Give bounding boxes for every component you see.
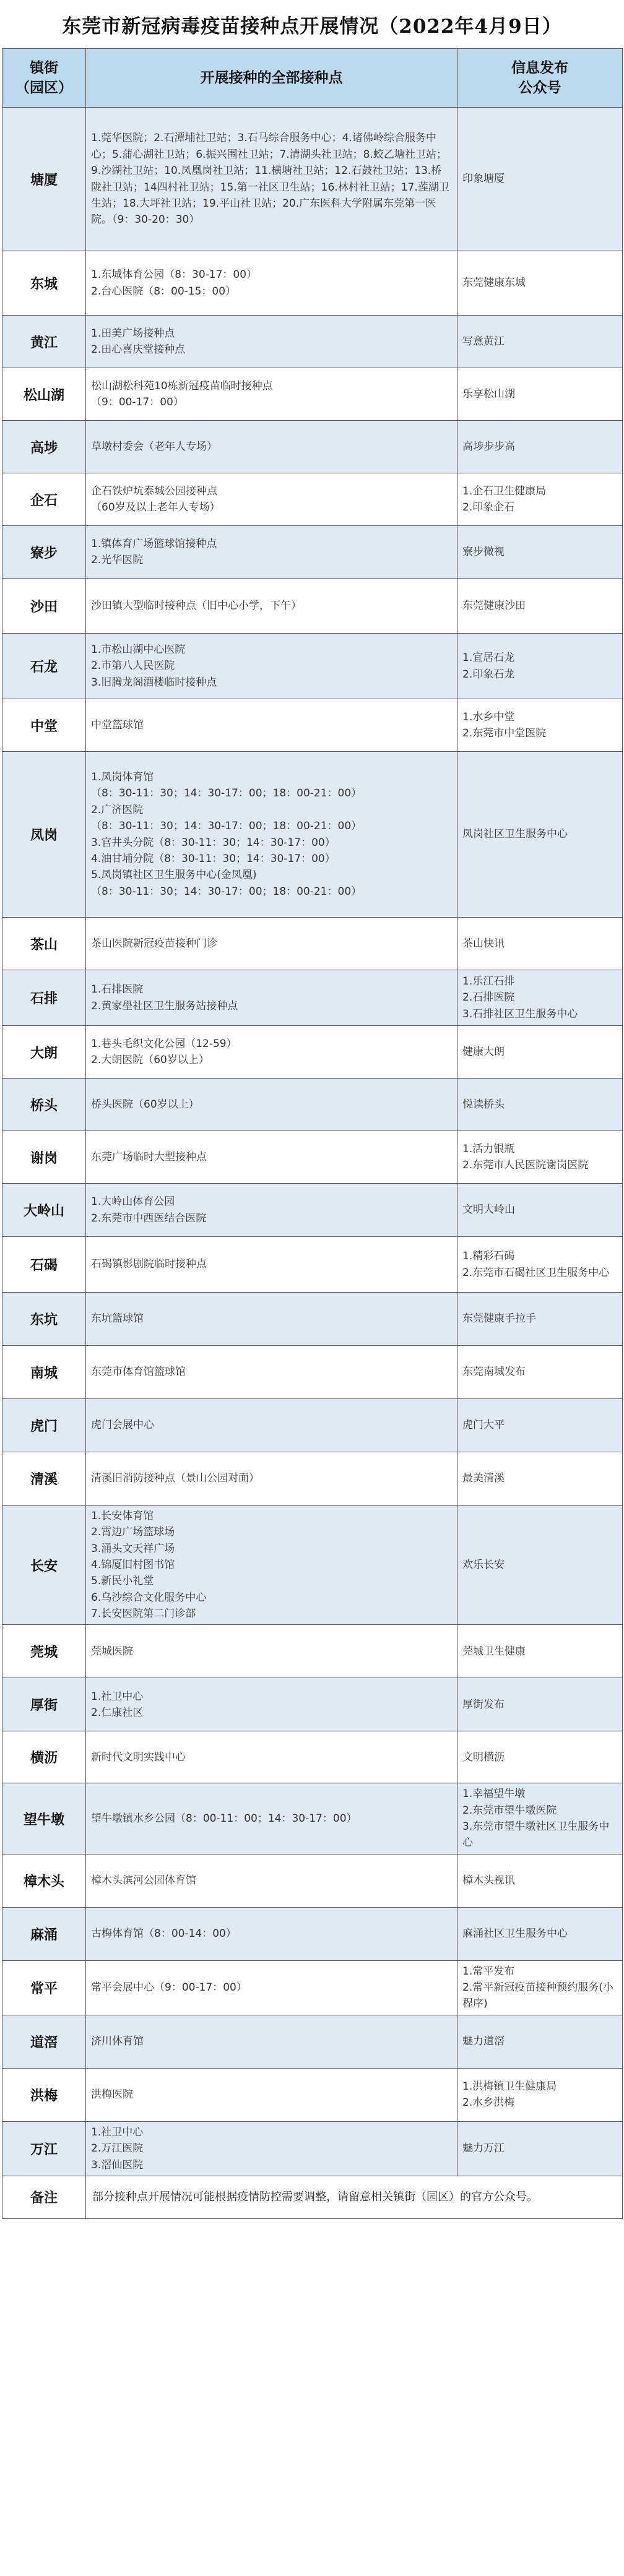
sites-cell (86, 634, 457, 699)
sites-text: 企石铁炉坑泰城公园接种点 （60岁及以上老年人专场） (91, 485, 220, 514)
accounts-text: 东莞健康东城 (462, 277, 526, 290)
sites-text: 1.长安体育馆 2.霄边广场篮球场 3.涌头文天祥广场 4.锦厦旧村图书馆 5.新民小礼堂 6.乌沙综合文化服务中心 7.长安医院第二门诊部 (91, 1510, 207, 1621)
town-cell: 麻涌 (2, 1907, 86, 1960)
sites-cell (86, 1131, 457, 1184)
town-cell: 黄江 (2, 316, 86, 368)
sites-cell (86, 1854, 457, 1907)
town-cell: 松山湖 (2, 368, 86, 421)
accounts-cell (457, 579, 623, 634)
table-row (2, 1960, 623, 2015)
note-text: 部分接种点开展情况可能根据疫情防控需要调整，请留意相关镇街（园区）的官方公众号。 (86, 2176, 623, 2218)
town-cell: 企石 (2, 473, 86, 526)
accounts-text: 乐享松山湖 (462, 387, 515, 400)
table-row (2, 421, 623, 473)
sites-cell (86, 368, 457, 421)
header-sites-label: 开展接种的全部接种点 (200, 69, 343, 86)
sites-text: 石碣镇影剧院临时接种点 (91, 1258, 207, 1271)
vaccination-sites-table (2, 48, 623, 2219)
sites-cell (86, 1026, 457, 1079)
table-row (2, 1026, 623, 1079)
accounts-cell (457, 1237, 623, 1293)
table-row (2, 368, 623, 421)
table-row (2, 1506, 623, 1625)
sites-text: 1.社卫中心 2.万江医院 3.滘仙医院 (91, 2126, 144, 2171)
accounts-cell (457, 970, 623, 1026)
table-row (2, 1854, 623, 1907)
town-cell: 中堂 (2, 699, 86, 752)
sites-cell (86, 2121, 457, 2176)
sites-cell (86, 1346, 457, 1399)
sites-text: 桥头医院（60岁以上） (91, 1098, 199, 1111)
town-cell: 道滘 (2, 2015, 86, 2068)
table-row (2, 473, 623, 526)
accounts-text: 1.宜居石龙 2.印象石龙 (462, 652, 515, 681)
sites-text: 莞城医院 (91, 1645, 133, 1658)
accounts-text: 悦读桥头 (462, 1098, 505, 1111)
sites-cell (86, 251, 457, 316)
table-row (2, 634, 623, 699)
accounts-text: 东莞健康沙田 (462, 599, 526, 612)
sites-text: 松山湖松科苑10栋新冠疫苗临时接种点 （9：00-17：00） (91, 379, 273, 408)
sites-cell (86, 1506, 457, 1625)
town-cell: 高埗 (2, 421, 86, 473)
table-row (2, 1293, 623, 1346)
sites-text: 东坑篮球馆 (91, 1312, 144, 1325)
sites-text: 虎门会展中心 (91, 1419, 154, 1432)
sites-text: 中堂篮球馆 (91, 718, 144, 731)
sites-text: 1.东城体育公园（8：30-17：00） 2.台心医院（8：00-15：00） (91, 269, 258, 298)
accounts-cell (457, 316, 623, 368)
accounts-text: 印象塘厦 (462, 173, 505, 186)
accounts-cell (457, 1854, 623, 1907)
town-cell: 凤岗 (2, 752, 86, 918)
town-cell: 虎门 (2, 1399, 86, 1452)
accounts-text: 1.幸福望牛墩 2.东莞市望牛墩医院 3.东莞市望牛墩社区卫生服务中心 (462, 1788, 610, 1850)
sites-cell (86, 752, 457, 918)
accounts-cell (457, 1731, 623, 1783)
sites-cell (86, 1237, 457, 1293)
note-label: 备注 (2, 2176, 86, 2218)
town-cell: 东坑 (2, 1293, 86, 1346)
accounts-text: 茶山快讯 (462, 937, 505, 950)
sites-cell (86, 473, 457, 526)
town-cell: 大朗 (2, 1026, 86, 1079)
table-row (2, 1625, 623, 1678)
accounts-text: 健康大朗 (462, 1045, 505, 1058)
town-cell: 厚街 (2, 1678, 86, 1731)
accounts-text: 1.乐江石排 2.石排医院 3.石排社区卫生服务中心 (462, 975, 578, 1020)
town-cell: 石排 (2, 970, 86, 1026)
accounts-cell (457, 108, 623, 251)
table-body (2, 108, 623, 2176)
sites-cell (86, 316, 457, 368)
table-row (2, 526, 623, 579)
accounts-text: 1.常平发布 2.常平新冠疫苗接种预约服务(小程序) (462, 1965, 613, 2010)
sites-cell (86, 1184, 457, 1237)
sites-text: 草墩村委会（老年人专场） (91, 440, 217, 453)
sites-cell (86, 1625, 457, 1678)
header-accounts-label: 信息发布 公众号 (511, 59, 568, 96)
table-row (2, 1131, 623, 1184)
note-row (2, 2176, 623, 2218)
town-cell: 莞城 (2, 1625, 86, 1678)
accounts-cell (457, 1783, 623, 1854)
sites-text: 1.市松山湖中心医院 2.市第八人民医院 3.旧腾龙阁酒楼临时接种点 (91, 643, 217, 689)
sites-cell (86, 1783, 457, 1854)
sites-text: 清溪旧消防接种点（景山公园对面） (91, 1472, 259, 1485)
sites-cell (86, 1960, 457, 2015)
accounts-text: 魅力万江 (462, 2142, 505, 2155)
town-cell: 寮步 (2, 526, 86, 579)
accounts-text: 樟木头视讯 (462, 1874, 515, 1887)
accounts-cell (457, 1026, 623, 1079)
table-row (2, 579, 623, 634)
sites-text: 常平会展中心（9：00-17：00） (91, 1981, 247, 1994)
table-row (2, 1184, 623, 1237)
accounts-text: 麻涌社区卫生服务中心 (462, 1928, 568, 1941)
accounts-text: 文明大岭山 (462, 1204, 515, 1217)
accounts-cell (457, 1293, 623, 1346)
town-cell: 望牛墩 (2, 1783, 86, 1854)
town-cell: 长安 (2, 1506, 86, 1625)
sites-text: 1.凤岗体育馆 （8：30-11：30；14：30-17：00；18：00-21：00） 2.广济医院 （8：30-11：30；14：30-17：00；18：00-21：00） 3.官井头分院（8：30-11：30；14：30-17：00） 4.油甘埔分院（8：30-11：30；14：30-17：00） 5.凤岗镇社区卫生服务中心(金凤凰) （8：30-11：30；14：30-17：00；18：00-21：00） (91, 771, 362, 898)
accounts-cell (457, 1452, 623, 1506)
accounts-cell (457, 1907, 623, 1960)
sites-cell (86, 1293, 457, 1346)
table-row (2, 1907, 623, 1960)
sites-text: 1.大岭山体育公园 2.东莞市中西医结合医院 (91, 1195, 207, 1225)
sites-text: 洪梅医院 (91, 2088, 133, 2101)
table-row (2, 1237, 623, 1293)
accounts-cell (457, 251, 623, 316)
accounts-text: 东莞南城发布 (462, 1366, 526, 1379)
town-cell: 大岭山 (2, 1184, 86, 1237)
accounts-cell (457, 634, 623, 699)
table-row (2, 1346, 623, 1399)
accounts-cell (457, 1346, 623, 1399)
sites-cell (86, 108, 457, 251)
accounts-text: 高埗步步高 (462, 440, 515, 453)
table-row (2, 1783, 623, 1854)
table-row (2, 1079, 623, 1131)
sites-cell (86, 1678, 457, 1731)
sites-cell (86, 918, 457, 970)
table-row (2, 2121, 623, 2176)
town-cell: 东城 (2, 251, 86, 316)
header-town-label: 镇街 （园区） (15, 59, 72, 96)
sites-cell (86, 579, 457, 634)
table-row (2, 1452, 623, 1506)
town-cell: 桥头 (2, 1079, 86, 1131)
sites-text: 1.石排医院 2.黄家壆社区卫生服务站接种点 (91, 983, 238, 1012)
accounts-cell (457, 473, 623, 526)
header-sites (86, 49, 457, 108)
table-row (2, 316, 623, 368)
accounts-text: 厚街发布 (462, 1698, 505, 1711)
table-row (2, 970, 623, 1026)
table-row (2, 1731, 623, 1783)
accounts-cell (457, 1079, 623, 1131)
accounts-text: 1.水乡中堂 2.东莞市中堂医院 (462, 710, 547, 739)
sites-text: 1.莞华医院；2.石潭埔社卫站；3.石马综合服务中心；4.诸佛岭综合服务中心；5.蒲心湖社卫站；6.振兴围社卫站；7.清湖头社卫站；8.蛟乙塘社卫站；9.沙湖社卫站；10.凤凰岗社卫站；11.横塘社卫站；12.石鼓社卫站；13.桥陇社卫站；14四村社卫站；15.第一社区卫生站；16.林村社卫站；17.莲湖卫生站；18.大坪社卫站；19.平山社卫站；20.广东医科大学附属东莞第一医院。（9：30-20：30） (91, 132, 449, 226)
header-accounts (457, 49, 623, 108)
town-cell: 沙田 (2, 579, 86, 634)
accounts-text: 1.洪梅镇卫生健康局 2.水乡洪梅 (462, 2080, 557, 2109)
accounts-cell (457, 1184, 623, 1237)
accounts-text: 寮步微视 (462, 545, 505, 558)
accounts-text: 东莞健康手拉手 (462, 1312, 536, 1325)
accounts-text: 虎门大平 (462, 1419, 505, 1432)
sites-cell (86, 1731, 457, 1783)
sites-text: 1.镇体育广场篮球馆接种点 2.光华医院 (91, 537, 217, 566)
accounts-cell (457, 1399, 623, 1452)
accounts-text: 欢乐长安 (462, 1559, 505, 1572)
table-header-row (2, 49, 623, 108)
accounts-text: 1.精彩石碣 2.东莞市石碣社区卫生服务中心 (462, 1250, 610, 1279)
accounts-text: 魅力道滘 (462, 2035, 505, 2048)
accounts-cell (457, 526, 623, 579)
table-row (2, 2068, 623, 2121)
sites-text: 古梅体育馆（8：00-14：00） (91, 1928, 236, 1941)
accounts-cell (457, 1678, 623, 1731)
table-row (2, 918, 623, 970)
accounts-text: 莞城卫生健康 (462, 1645, 526, 1658)
accounts-cell (457, 368, 623, 421)
table-row (2, 699, 623, 752)
table-row (2, 1678, 623, 1731)
town-cell: 横沥 (2, 1731, 86, 1783)
town-cell: 清溪 (2, 1452, 86, 1506)
sites-cell (86, 2015, 457, 2068)
sites-text: 新时代文明实践中心 (91, 1751, 186, 1764)
accounts-text: 1.活力银瓶 2.东莞市人民医院谢岗医院 (462, 1142, 589, 1171)
town-cell: 塘厦 (2, 108, 86, 251)
sites-text: 樟木头滨河公园体育馆 (91, 1874, 196, 1887)
table-row (2, 1399, 623, 1452)
accounts-text: 写意黄江 (462, 335, 505, 348)
town-cell: 万江 (2, 2121, 86, 2176)
table-row (2, 108, 623, 251)
accounts-cell (457, 918, 623, 970)
accounts-cell (457, 752, 623, 918)
accounts-cell (457, 421, 623, 473)
sites-text: 1.田美广场接种点 2.田心喜庆堂接种点 (91, 327, 186, 356)
accounts-cell (457, 2068, 623, 2121)
sites-cell (86, 699, 457, 752)
sites-text: 济川体育馆 (91, 2035, 144, 2048)
accounts-cell (457, 699, 623, 752)
accounts-text: 文明横沥 (462, 1751, 505, 1764)
accounts-text: 1.企石卫生健康局 2.印象企石 (462, 485, 547, 514)
town-cell: 樟木头 (2, 1854, 86, 1907)
accounts-cell (457, 1506, 623, 1625)
header-town (2, 49, 86, 108)
accounts-cell (457, 2015, 623, 2068)
town-cell: 洪梅 (2, 2068, 86, 2121)
sites-cell (86, 421, 457, 473)
sites-text: 望牛墩镇水乡公园（8：00-11：00；14：30-17：00） (91, 1812, 357, 1825)
accounts-cell (457, 1960, 623, 2015)
accounts-text: 凤岗社区卫生服务中心 (462, 828, 568, 841)
accounts-text: 最美清溪 (462, 1472, 505, 1485)
town-cell: 石碣 (2, 1237, 86, 1293)
sites-cell (86, 1452, 457, 1506)
accounts-cell (457, 1625, 623, 1678)
accounts-cell (457, 1131, 623, 1184)
sites-text: 沙田镇大型临时接种点（旧中心小学，下午） (91, 599, 301, 612)
sites-text: 1.巷头毛织文化公园（12-59） 2.大朗医院（60岁以上） (91, 1037, 237, 1066)
accounts-cell (457, 2121, 623, 2176)
town-cell: 常平 (2, 1960, 86, 2015)
sites-text: 茶山医院新冠疫苗接种门诊 (91, 937, 217, 950)
sites-cell (86, 2068, 457, 2121)
table-row (2, 752, 623, 918)
sites-cell (86, 1907, 457, 1960)
table-row (2, 2015, 623, 2068)
sites-text: 东莞市体育馆篮球馆 (91, 1366, 186, 1379)
table-row (2, 251, 623, 316)
town-cell: 南城 (2, 1346, 86, 1399)
sites-cell (86, 526, 457, 579)
town-cell: 茶山 (2, 918, 86, 970)
page-title: 东莞市新冠病毒疫苗接种点开展情况（2022年4月9日） (62, 15, 562, 38)
sites-text: 1.社卫中心 2.仁康社区 (91, 1690, 144, 1719)
sites-cell (86, 970, 457, 1026)
town-cell: 谢岗 (2, 1131, 86, 1184)
sites-cell (86, 1079, 457, 1131)
sites-text: 东莞广场临时大型接种点 (91, 1150, 207, 1163)
town-cell: 石龙 (2, 634, 86, 699)
sites-cell (86, 1399, 457, 1452)
